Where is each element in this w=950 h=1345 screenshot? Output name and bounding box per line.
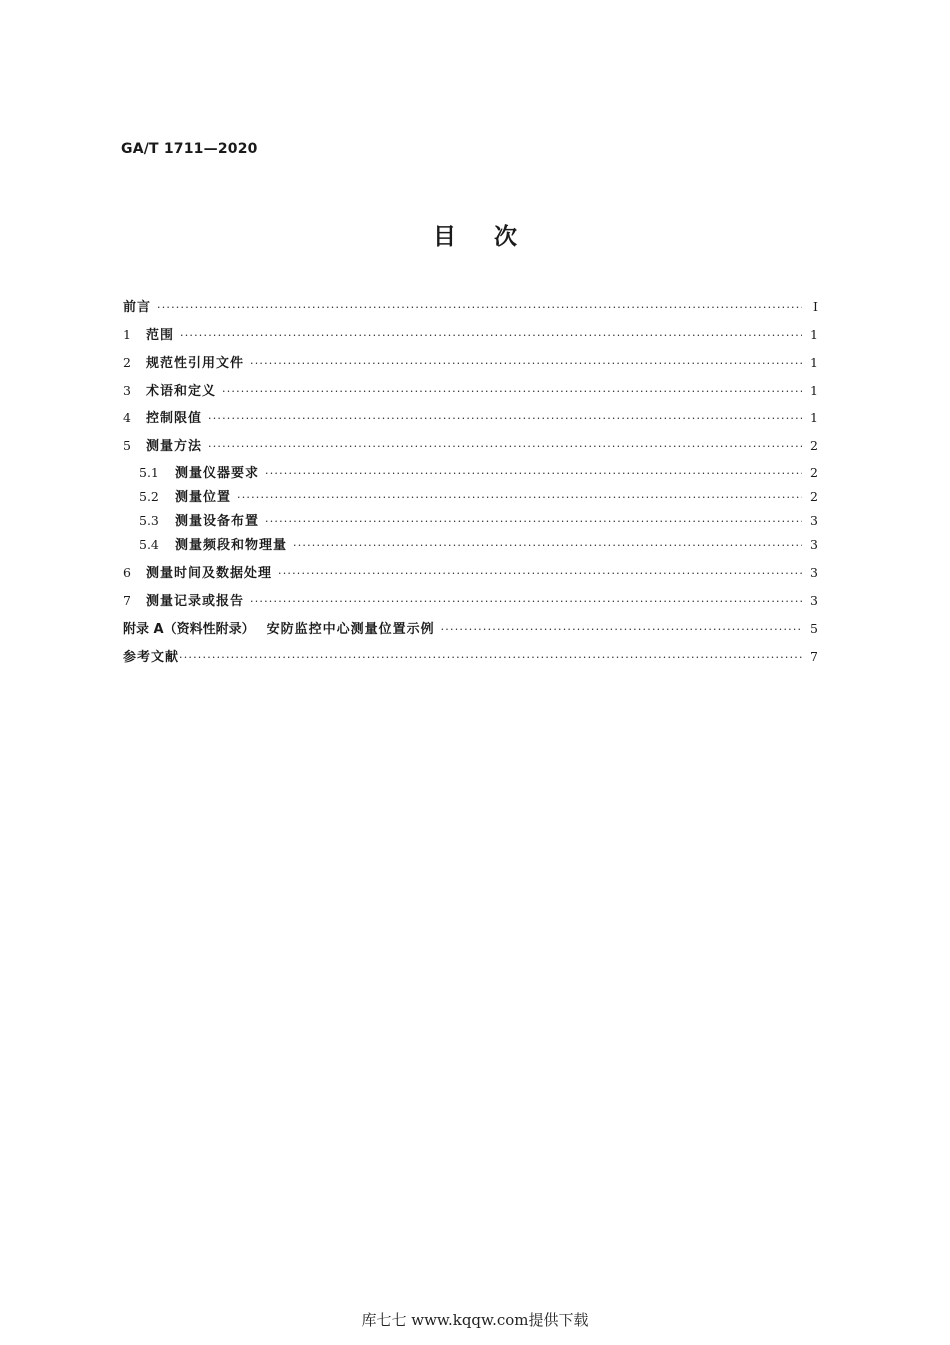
- toc-entry-page: 3: [810, 537, 818, 552]
- toc-entry-number: 5.1: [139, 465, 159, 480]
- toc-entry-page: 1: [810, 327, 818, 342]
- toc-entry-3[interactable]: [123, 380, 818, 400]
- toc-entry-5-4[interactable]: [139, 534, 818, 554]
- toc-leader-dots: [157, 301, 802, 314]
- toc-entry-page: 1: [810, 410, 818, 425]
- toc-entry-number: 5.3: [139, 513, 159, 528]
- toc-entry-appendix-a[interactable]: [123, 618, 818, 638]
- toc-entry-label: 测量仪器要求: [175, 466, 260, 481]
- toc-entry-2[interactable]: [123, 352, 818, 372]
- toc-entry-label: 术语和定义: [146, 384, 217, 399]
- toc-leader-dots: [250, 357, 802, 370]
- toc-entry-page: 1: [810, 355, 818, 370]
- toc-entry-foreword[interactable]: [123, 296, 818, 316]
- toc-leader-dots: [179, 651, 802, 664]
- toc-entry-page: 3: [810, 565, 818, 580]
- toc-entry-label: 参考文献: [123, 650, 180, 665]
- toc-entry-page: 2: [810, 465, 818, 480]
- page-title: 目次: [433, 224, 555, 250]
- toc-entry-page: 3: [810, 593, 818, 608]
- toc-entry-label: 测量方法: [146, 439, 203, 454]
- toc-entry-label: 控制限值: [146, 411, 203, 426]
- toc-entry-number: 4: [123, 410, 131, 425]
- toc-leader-dots: [237, 491, 802, 504]
- toc-entry-1[interactable]: [123, 324, 818, 344]
- toc-entry-4[interactable]: [123, 407, 818, 427]
- toc-entry-number: 2: [123, 355, 131, 370]
- toc-entry-6[interactable]: [123, 562, 818, 582]
- toc-entry-label: 测量设备布置: [175, 514, 260, 529]
- toc-leader-dots: [222, 385, 802, 398]
- toc-leader-dots: [208, 412, 802, 425]
- download-source-footer: 库七七 www.kqqw.com提供下载: [361, 1311, 589, 1329]
- toc-leader-dots: [265, 467, 802, 480]
- toc-entry-number: 7: [123, 593, 131, 608]
- toc-leader-dots: [441, 623, 802, 636]
- toc-entry-page: 2: [810, 489, 818, 504]
- toc-leader-dots: [208, 440, 802, 453]
- toc-leader-dots: [265, 515, 802, 528]
- toc-entry-7[interactable]: [123, 590, 818, 610]
- toc-entry-page: 2: [810, 438, 818, 453]
- toc-entry-number: 5: [123, 438, 131, 453]
- toc-entry-5-1[interactable]: [139, 462, 818, 482]
- toc-entry-number: 3: [123, 383, 131, 398]
- toc-entry-label: 测量时间及数据处理: [146, 566, 273, 581]
- toc-entry-number: 6: [123, 565, 131, 580]
- toc-entry-label: 范围: [146, 328, 175, 343]
- toc-entry-page: 7: [810, 649, 818, 664]
- toc-entry-5-3[interactable]: [139, 510, 818, 530]
- toc-entry-label: 安防监控中心测量位置示例: [266, 622, 435, 637]
- toc-entry-page: 1: [810, 383, 818, 398]
- toc-entry-page: 5: [810, 621, 818, 636]
- toc-leader-dots: [250, 595, 802, 608]
- toc-entry-label: 前言: [123, 300, 152, 315]
- toc-entry-number: 5.4: [139, 537, 159, 552]
- toc-entry-page: 3: [810, 513, 818, 528]
- toc-entry-label: 测量频段和物理量: [175, 538, 288, 553]
- toc-entry-page: I: [813, 299, 818, 314]
- toc-entry-label: 测量记录或报告: [146, 594, 245, 609]
- toc-entry-number: 5.2: [139, 489, 159, 504]
- toc-leader-dots: [293, 539, 802, 552]
- toc-leader-dots: [180, 329, 802, 342]
- toc-entry-5[interactable]: [123, 435, 818, 455]
- toc-entry-label: 测量位置: [175, 490, 232, 505]
- document-code: GA/T 1711—2020: [121, 141, 258, 157]
- toc-entry-number: 附录 A（资料性附录）: [123, 622, 255, 637]
- toc-entry-number: 1: [123, 327, 131, 342]
- toc-entry-5-2[interactable]: [139, 486, 818, 506]
- toc-leader-dots: [278, 567, 802, 580]
- toc-entry-references[interactable]: [123, 646, 818, 666]
- toc-entry-label: 规范性引用文件: [146, 356, 245, 371]
